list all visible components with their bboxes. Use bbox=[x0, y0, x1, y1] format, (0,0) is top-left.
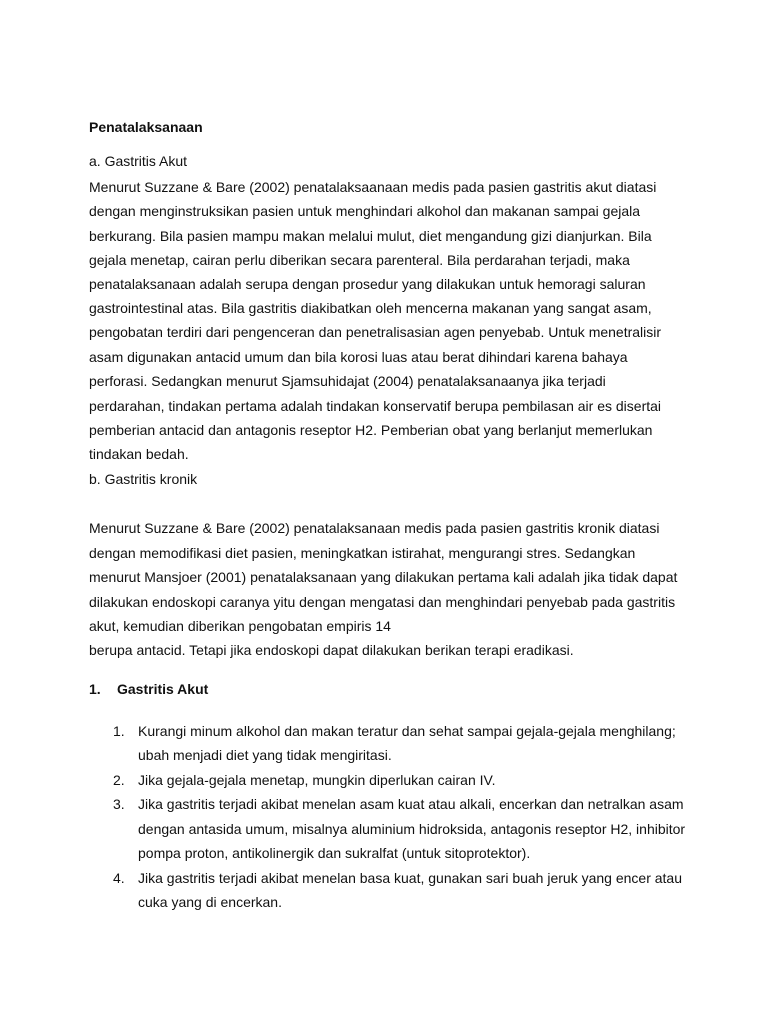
paragraph-line: penatalaksanaan adalah serupa dengan prosedur yang dilakukan untuk hemoragi saluran bbox=[89, 276, 646, 292]
paragraph-line: gejala menetap, cairan perlu diberikan secara parenteral. Bila perdarahan terjadi, maka bbox=[89, 252, 630, 268]
list-item-line: ubah menjadi diet yang tidak mengiritasi. bbox=[138, 747, 392, 763]
list-item-line: Jika gastritis terjadi akibat menelan asam kuat atau alkali, encerkan dan netralkan asam bbox=[138, 796, 684, 812]
paragraph-line: asam digunakan antacid umum dan bila korosi luas atau berat dihindari karena bahaya bbox=[89, 349, 628, 365]
list-item-line: dengan antasida umum, misalnya aluminium hidroksida, antagonis reseptor H2, inhibitor bbox=[138, 821, 686, 837]
section-a-heading: a. Gastritis Akut bbox=[89, 153, 188, 169]
list-item-number: 3. bbox=[113, 796, 125, 812]
paragraph-line: menurut Mansjoer (2001) penatalaksanaan yang dilakukan pertama kali adalah jika tidak dapat bbox=[89, 569, 678, 585]
paragraph-line: berkurang. Bila pasien mampu makan melalui mulut, diet mengandung gizi dianjurkan. Bila bbox=[89, 228, 652, 244]
list-item-line: Jika gejala-gejala menetap, mungkin diperlukan cairan IV. bbox=[138, 772, 496, 788]
list-item-line: Jika gastritis terjadi akibat menelan basa kuat, gunakan sari buah jeruk yang encer atau bbox=[138, 870, 682, 886]
list-item-number: 2. bbox=[113, 772, 125, 788]
paragraph-line: berupa antacid. Tetapi jika endoskopi dapat dilakukan berikan terapi eradikasi. bbox=[89, 642, 574, 658]
section-number: 1. bbox=[89, 681, 101, 697]
paragraph-line: tindakan bedah. bbox=[89, 446, 189, 462]
section-heading: Gastritis Akut bbox=[117, 681, 209, 697]
list-item-line: Kurangi minum alkohol dan makan teratur dan sehat sampai gejala-gejala menghilang; bbox=[138, 723, 676, 739]
list-item-number: 4. bbox=[113, 870, 125, 886]
paragraph-line: dengan memodifikasi diet pasien, meningkatkan istirahat, mengurangi stres. Sedangkan bbox=[89, 545, 636, 561]
paragraph-line: perforasi. Sedangkan menurut Sjamsuhidajat (2004) penatalaksanaanya jika terjadi bbox=[89, 373, 606, 389]
section-b-heading: b. Gastritis kronik bbox=[89, 471, 198, 487]
paragraph-line: Menurut Suzzane & Bare (2002) penatalaksanaan medis pada pasien gastritis kronik diatasi bbox=[89, 520, 660, 536]
paragraph-line: pemberian antacid dan antagonis reseptor H2. Pemberian obat yang berlanjut memerlukan bbox=[89, 422, 653, 438]
list-item-line: cuka yang di encerkan. bbox=[138, 894, 282, 910]
paragraph-line: Menurut Suzzane & Bare (2002) penatalaksaanaan medis pada pasien gastritis akut diatasi bbox=[89, 179, 657, 195]
paragraph-line: gastrointestinal atas. Bila gastritis diakibatkan oleh mencerna makanan yang sangat asam, bbox=[89, 300, 652, 316]
list-item-line: pompa proton, antikolinergik dan sukralfat (untuk sitoprotektor). bbox=[138, 845, 531, 861]
paragraph-line: perdarahan, tindakan pertama adalah tindakan konservatif berupa pembilasan air es disertai bbox=[89, 398, 662, 414]
paragraph-line: dilakukan endoskopi caranya yitu dengan mengatasi dan menghindari penyebab pada gastritis bbox=[89, 594, 676, 610]
list-item-number: 1. bbox=[113, 723, 125, 739]
paragraph-line: akut, kemudian diberikan pengobatan empiris 14 bbox=[89, 618, 391, 634]
paragraph-line: pengobatan terdiri dari pengenceran dan penetralisasian agen penyebab. Untuk menetralisir bbox=[89, 324, 662, 340]
paragraph-line: dengan menginstruksikan pasien untuk menghindari alkohol dan makanan sampai gejala bbox=[89, 203, 641, 219]
page-title: Penatalaksanaan bbox=[89, 119, 203, 135]
